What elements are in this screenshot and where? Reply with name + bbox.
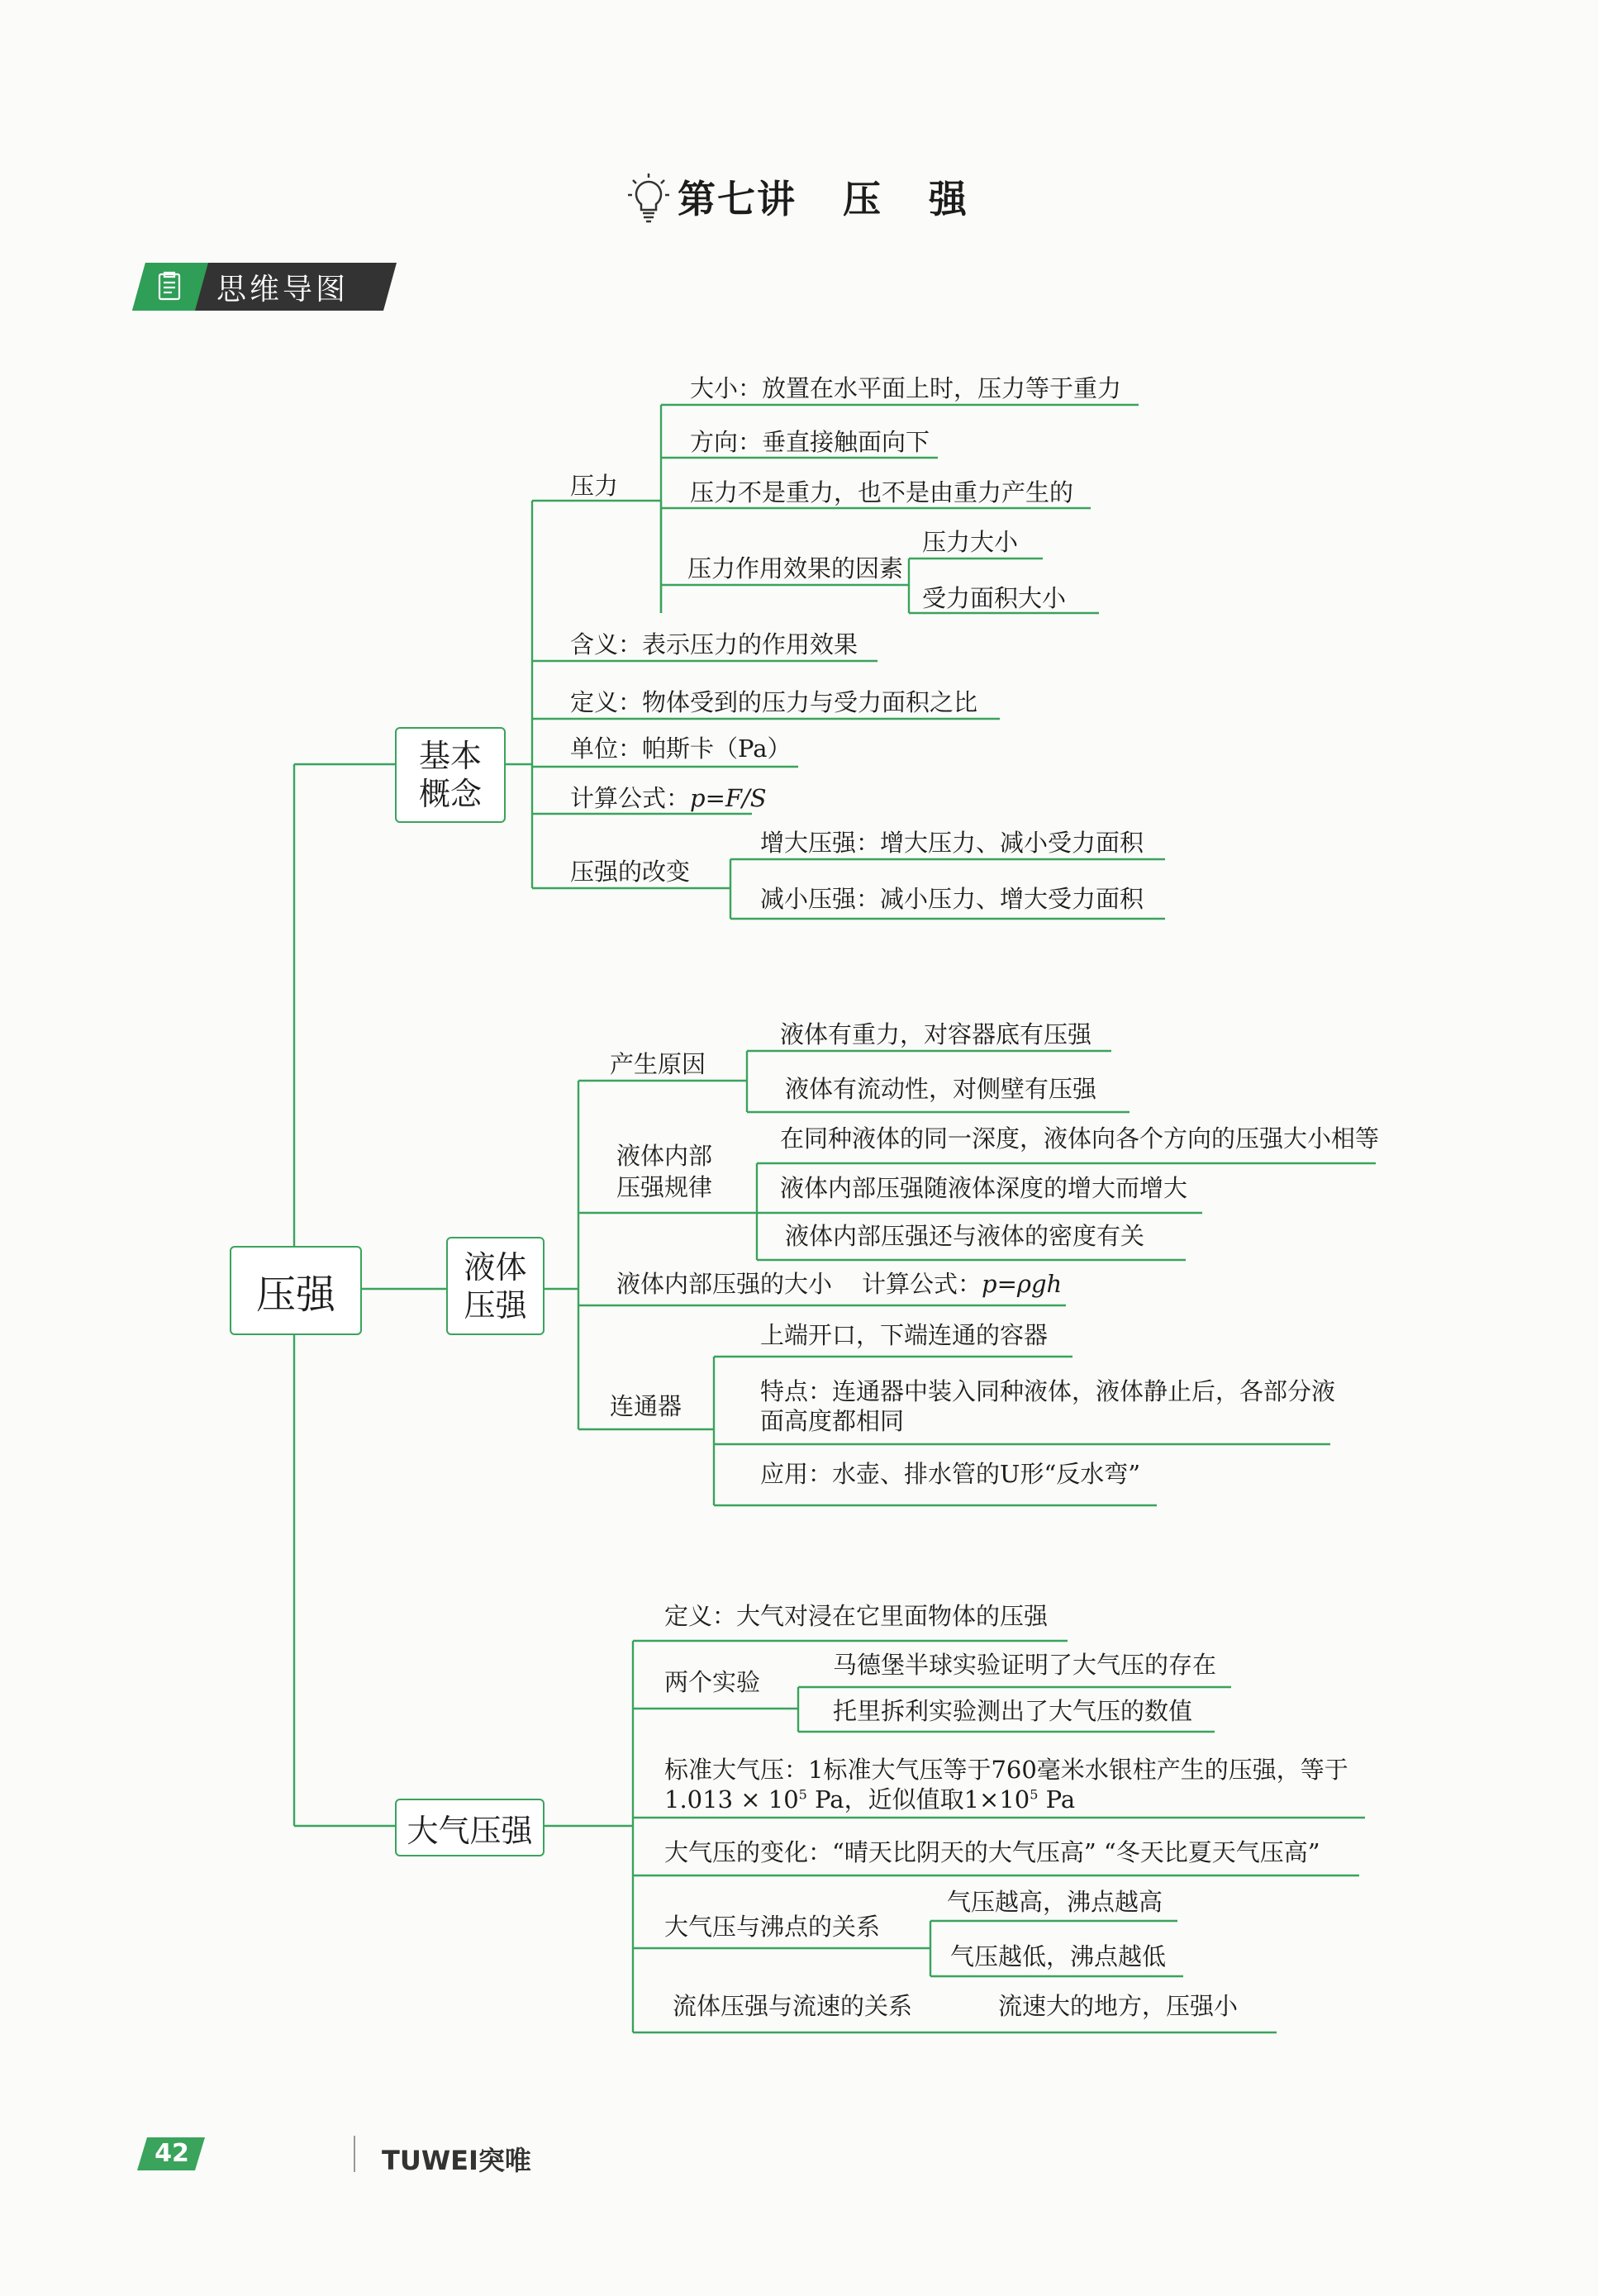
label-meaning: 含义：表示压力的作用效果 [570, 630, 858, 658]
banner-label: 思维导图 [216, 273, 350, 307]
label-rule-same-depth: 在同种液体的同一深度，液体向各个方向的压强大小相等 [780, 1124, 1380, 1153]
label-rule-depth: 液体内部压强随液体深度的增大而增大 [780, 1174, 1188, 1202]
label-cause: 产生原因 [610, 1050, 706, 1078]
root-node: 压强 [230, 1246, 362, 1335]
label-atm-definition: 定义：大气对浸在它里面物体的压强 [664, 1602, 1049, 1630]
label-fluid-speed: 流速大的地方，压强小 [998, 1992, 1239, 2020]
label-cause-fluidity: 液体有流动性，对侧壁有压强 [785, 1075, 1097, 1103]
label-fluid: 流体压强与流速的关系 [673, 1992, 913, 2020]
label-not-gravity: 压力不是重力，也不是由重力产生的 [690, 478, 1074, 506]
label-pressure-force: 压力 [570, 472, 619, 500]
footer-divider [354, 2136, 355, 2172]
label-standard-atm: 标准大气压：1标准大气压等于760毫米水银柱产生的压强，等于 $1.013 \times 10^5$ Pa，近似值取$1\times 10^5$ Pa [664, 1756, 1348, 1814]
label-factor-area: 受力面积大小 [922, 584, 1067, 612]
label-atm-change: 大气压的变化：“晴天比阴天的大气压高” “冬天比夏天气压高” [664, 1838, 1320, 1866]
brand-logo: TUWEI突唯 [382, 2145, 531, 2176]
label-increase-pressure: 增大压强：增大压力、减小受力面积 [760, 829, 1144, 857]
node-basic-concept: 基本 概念 [395, 727, 506, 823]
label-direction: 方向：垂直接触面向下 [690, 428, 930, 456]
label-cause-gravity: 液体有重力，对容器底有压强 [780, 1020, 1092, 1048]
label-factor-force: 压力大小 [922, 528, 1019, 556]
label-decrease-pressure: 减小压强：减小压力、增大受力面积 [760, 885, 1144, 913]
label-factors: 压力作用效果的因素 [687, 554, 904, 582]
label-unit: 单位：帕斯卡（Pa） [570, 734, 792, 763]
label-connector: 连通器 [610, 1392, 682, 1420]
label-liquid-size: 液体内部压强的大小 计算公式：p=ρgh [616, 1270, 1063, 1298]
label-pressure-change: 压强的改变 [570, 858, 691, 886]
label-connector-def: 上端开口，下端连通的容器 [760, 1321, 1049, 1349]
page-number: 42 [155, 2139, 189, 2168]
label-magdeburg: 马德堡半球实验证明了大气压的存在 [833, 1651, 1217, 1679]
label-boil-high: 气压越高，沸点越高 [947, 1888, 1163, 1916]
label-connector-feature: 特点：连通器中装入同种液体，液体静止后，各部分液面高度都相同 [760, 1377, 1336, 1435]
label-boil-low: 气压越低，沸点越低 [950, 1942, 1167, 1970]
node-atmospheric-pressure: 大气压强 [395, 1799, 545, 1856]
label-rule: 液体内部 压强规律 [616, 1142, 713, 1201]
label-rule-density: 液体内部压强还与液体的密度有关 [785, 1222, 1145, 1250]
page-title: 第七讲 压 强 [678, 177, 968, 221]
label-formula: 计算公式：p=F/S [570, 784, 767, 812]
label-connector-use: 应用：水壶、排水管的U形“反水弯” [760, 1460, 1141, 1488]
label-boiling: 大气压与沸点的关系 [664, 1913, 881, 1941]
label-two-experiments: 两个实验 [664, 1668, 761, 1696]
label-size: 大小：放置在水平面上时，压力等于重力 [690, 374, 1122, 402]
label-torricelli: 托里拆利实验测出了大气压的数值 [833, 1697, 1193, 1725]
label-definition: 定义：物体受到的压力与受力面积之比 [570, 688, 978, 716]
node-liquid-pressure: 液体 压强 [446, 1237, 545, 1335]
lightbulb-icon [626, 172, 671, 225]
